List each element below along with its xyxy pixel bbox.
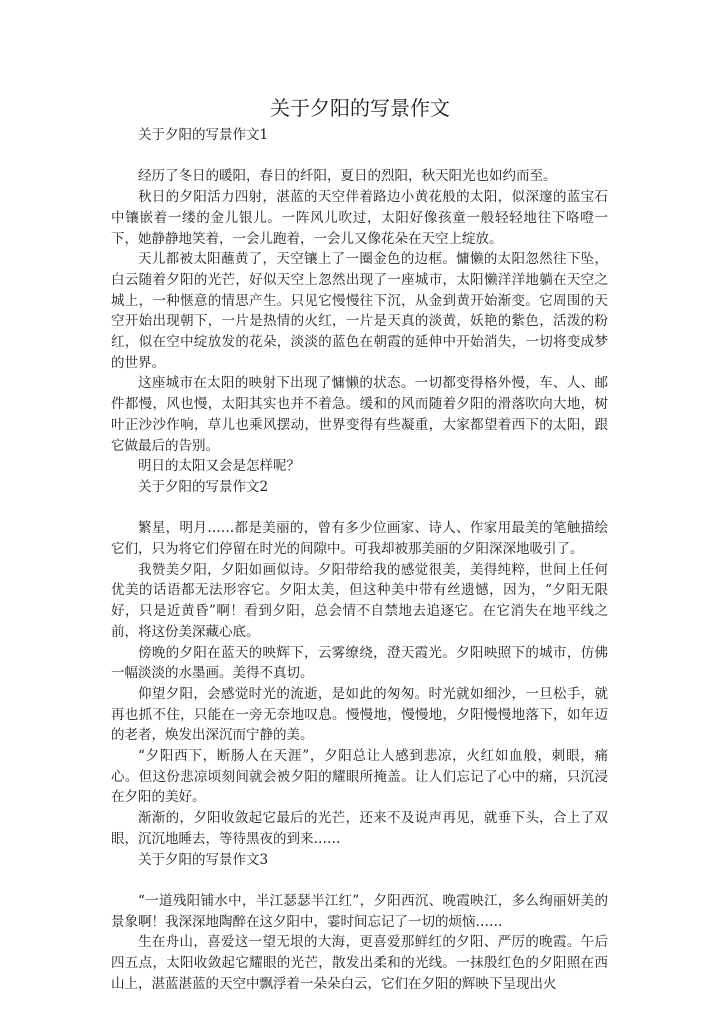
section-heading: 关于夕阳的写景作文1 [138,127,269,143]
paragraph: 傍晚的夕阳在蓝天的映辉下，云雾缭绕，澄天霞光。夕阳映照下的城市，仿佛一幅淡淡的水墨画。美得不真切。 [111,644,608,682]
blank-line [111,498,608,519]
paragraph: 生在舟山，喜爱这一望无垠的大海，更喜爱那鲜红的夕阳、严厉的晚霞。午后四五点，太阳收敛起它耀眼的光芒，散发出柔和的光线。一抹殷红色的夕阳照在西山上，湛蓝湛蓝的天空中飘浮着一朵朵白云，它们在夕阳的辉映下呈现出火 [111,934,608,992]
section-heading: 关于夕阳的写景作文3 [138,851,269,868]
paragraph: 渐渐的，夕阳收敛起它最后的光芒，还来不及说声再见，就垂下头，合上了双眼，沉沉地睡去，等待黑夜的到来…… [111,810,608,847]
paragraph: 仰望夕阳，会感觉时光的流逝，是如此的匆匆。时光就如细沙，一旦松手，就再也抓不住，只能在一旁无奈地叹息。慢慢地，慢慢地，夕阳慢慢地落下，如年迈的老者，焕发出深沉而宁静的美。 [111,685,608,744]
paragraph: 天儿都被太阳蘸黄了，天空镶上了一圈金色的边框。慵懒的太阳忽然往下坠，白云随着夕阳的光芒，好似天空上忽然出现了一座城市，太阳懒洋洋地躺在天空之城上，一种惬意的情思产生。只见它慢慢往下沉，从金到黄开始渐变。它周围的天空开始出现朝下，一片是热情的火红，一片是天真的淡黄，妖艳的紫色，活泼的粉红，似在空中绽放发的花朵，淡淡的蓝色在朝霞的延伸中开始消失，一切将变成梦的世界。 [111,251,608,371]
blank-line [111,870,608,891]
paragraph: 经历了冬日的暖阳，春日的纤阳，夏日的烈阳，秋天阳光也如约而至。 [138,168,557,185]
section-heading: 关于夕阳的写景作文2 [138,478,269,495]
blank-line [111,146,608,167]
document-title: 关于夕阳的写景作文 [270,96,450,120]
paragraph: 我赞美夕阳，夕阳如画似诗。夕阳带给我的感觉很美，美得纯粹，世间上任何优美的话语都无法形容它。夕阳太美，但这种美中带有丝遗憾，因为，“夕阳无限好，只是近黄昏”啊！看到夕阳，总会情不自禁地去追逐它。在它消失在地平线之前，将这份美深藏心底。 [111,561,608,640]
paragraph: 繁星，明月……都是美丽的，曾有多少位画家、诗人、作家用最美的笔触描绘它们，只为将它们停留在时光的间隙中。可我却被那美丽的夕阳深深地吸引了。 [111,520,608,558]
paragraph: “一道残阳铺水中，半江瑟瑟半江红”，夕阳西沉、晚霞映江，多么绚丽妍美的景象啊！我深深地陶醉在这夕阳中，霎时间忘记了一切的烦恼…… [111,892,608,930]
paragraph: 秋日的夕阳活力四射，湛蓝的天空伴着路边小黄花般的太阳，似深邃的蓝宝石中镶嵌着一缕的金儿银儿。一阵风儿吹过，太阳好像孩童一般轻轻地往下咯噔一下，她静静地笑着，一会儿跑着，一会儿又像花朵在天空上绽放。 [111,189,608,247]
paragraph: 明日的太阳又会是怎样呢？ [138,458,300,475]
document-body [111,125,608,994]
paragraph: “夕阳西下，断肠人在天涯”，夕阳总让人感到悲凉，火红如血般，刺眼，痛心。但这份悲凉顷刻间就会被夕阳的耀眼所掩盖。让人们忘记了心中的痛，只沉浸在夕阳的美好。 [111,748,608,806]
paragraph: 这座城市在太阳的映射下出现了慵懒的状态。一切都变得格外慢，车、人、邮件都慢，风也慢，太阳其实也并不着急。缓和的风而随着夕阳的滑落吹向大地，树叶正沙沙作响，草儿也乘风摆动，世界变得有些凝重，大家都望着西下的太阳，跟它做最后的告别。 [111,375,608,454]
